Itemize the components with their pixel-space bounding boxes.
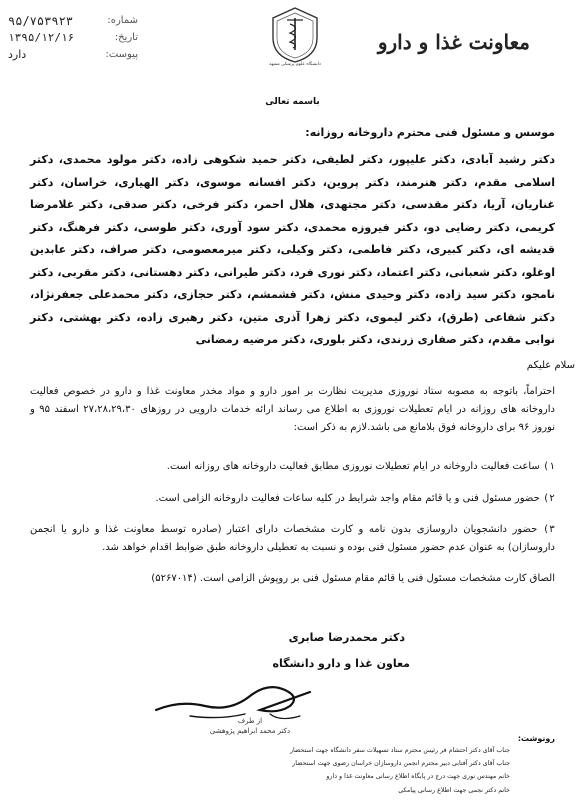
university-emblem-icon [265, 4, 325, 66]
recipients-names: دکتر رشید آبادی، دکتر علیپور، دکتر لطیفی، دکتر حمید شکوهی زاده، دکتر مولود محمدی، دکتر اسلامی مقدم، دکتر هنرمند، دکتر پروین، دکتر افسانه موسوی، دکتر الهیاری، خراسان، دکتر غناریان، آریا، دکتر مقدسی، دکتر مجتهدی، هلال احمر، دکتر فرخی، دکتر صدقی، دکتر غلامرضا کریمی، دکتر رضایی دو، دکتر فیروزه محمدی، دکتر سود آوری، دکتر طوسی، دکتر فرهنگ، دکتر قدیشه ای، دکتر کبیری، دکتر فاطمی، دکتر وکیلی، دکتر میرمعصومی، دکتر صراف، دکتر عابدین اوغلو، دکتر شعبانی، دکتر اعتماد، دکتر نوری فرد، دکتر طیرانی، دکتر دهستانی، دکتر مقربی، دکتر نامجو، دکتر سید زاده، دکتر وحیدی منش، دکتر قشمشم، دکتر حجازی، دکتر محمدعلی جعفرنژاد، دکتر شفاعی (طرق)، دکتر لیموی، دکتر زهرا آذری متین، دکتر رهبری زاده، دکتر بهشتی، دکتر نوابی مقدم، دکتر صفاری زرندی، دکتر بلوری، دکتر مرضیه رمضانی [30, 153, 555, 346]
closing-note: الصاق کارت مشخصات مسئول فنی یا قائم مقام مسئول فنی بر روپوش الزامی است. (۵۲۶۷۰۱۴) [151, 573, 555, 584]
emblem-caption: دانشگاه علوم پزشکی مشهد [269, 62, 321, 66]
letter-number: ۹۵/۷۵۳۹۲۳ [8, 13, 74, 28]
list-item [30, 458, 555, 476]
attachment-value: دارد [8, 48, 27, 61]
list-item [30, 521, 555, 557]
body-intro: احتراماً، باتوجه به مصوبه ستاد نوروزی مدیریت نظارت بر امور دارو و مواد مخدر معاونت غذا و دارو در خصوص فعالیت داروخانه های روزانه در ایام تعطیلات نوروزی به اطلاع می رساند ارائه خدمات دارویی در روزهای ۲۷،۲۸،۲۹،۳۰ اسفند ۹۵ و نوروز ۹۶ برای داروخانه فوق بلامانع می باشد.لازم به ذکر است: [30, 386, 555, 433]
cc-line: جناب آقای دکتر آفتابی دبیر محترم انجمن داروسازان خراسان رضوی جهت استحضار [292, 760, 510, 768]
list-item-number: ۳) [542, 524, 555, 535]
signatory-title: معاون غذا و دارو دانشگاه [272, 657, 410, 670]
cc-line: خانم مهندس نوری جهت درج در پایگاه اطلاع رسانی معاونت غذا و دارو [326, 773, 510, 781]
letter-meta [8, 12, 138, 63]
list-item-text: حضور مسئول فنی و یا قائم مقام واجد شرایط در کلیه ساعات فعالیت داروخانه الزامی است. [155, 493, 540, 504]
list-item-text: ساعت فعالیت داروخانه در ایام تعطیلات نوروزی مطابق فعالیت داروخانه های روزانه است. [166, 461, 540, 472]
recipients-heading: موسس و مسئول فنی محترم داروخانه روزانه: [305, 126, 555, 139]
greeting: سلام علیکم [526, 360, 575, 371]
list-item [30, 490, 555, 508]
list-item-number: ۲) [542, 493, 555, 504]
signature-caption-line: از طرف [237, 717, 263, 725]
letter-date: ۱۳۹۵/۱۲/۱۶ [8, 31, 75, 44]
cc-line: جناب آقای دکتر احتشام فر رئیس محترم ستاد تسهیلات سفر دانشگاه جهت استحضار [289, 747, 510, 754]
signatory-name: دکتر محمدرضا صابری [288, 631, 405, 644]
signature-caption-line: دکتر محمد ابراهیم پژوهشی [209, 727, 291, 735]
org-title: معاونت غذا و دارو [377, 30, 530, 54]
cc-heading: رونوشت: [517, 734, 555, 743]
signature-caption [205, 716, 295, 736]
cc-list [210, 744, 510, 797]
date-label: تاریخ: [114, 32, 138, 43]
list-item-number: ۱) [542, 461, 555, 472]
cc-line: خانم دکتر نجمی جهت اطلاع رسانی پیامکی [398, 786, 510, 794]
invocation: باسمه تعالی [265, 97, 320, 107]
number-label: شماره: [107, 15, 138, 26]
attachment-label: پیوست: [105, 49, 138, 60]
list-item-text: حضور دانشجویان داروسازی بدون نامه و کارت مشخصات دارای اعتبار (صادره توسط معاونت غذا و دارو یا انجمن داروسازان) به عنوان عدم حضور مسئول فنی بوده و نسبت به تعطیلی داروخانه طبق ضوابط اقدام خواهد شد. [30, 524, 555, 553]
